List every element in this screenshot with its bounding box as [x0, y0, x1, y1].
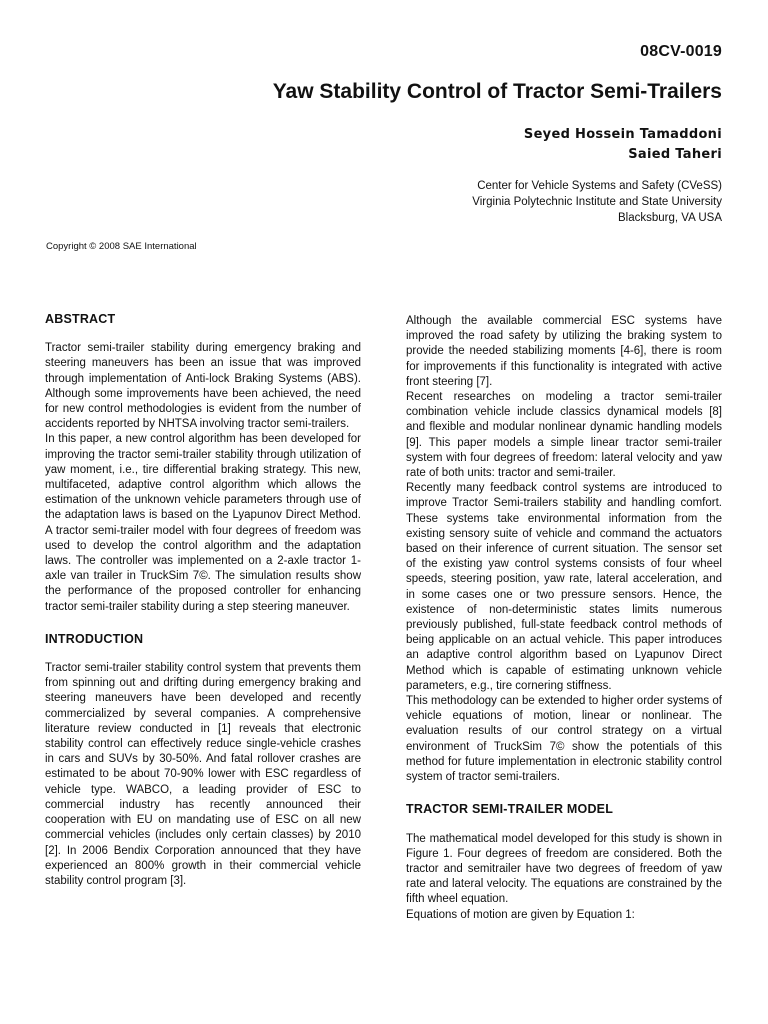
left-column — [45, 312, 361, 889]
abstract-paragraph: In this paper, a new control algorithm has been developed for improving the tractor semi-trailer stability through utilization of yaw moment, i.e., tire differential braking strategy. This new, multifaceted, adaptive control algorithm which allows the estimation of the unknown vehicle parameters through use of the adaptation laws is based on the Lyapunov Direct Method. A tractor semi-trailer model with four degrees of freedom was used to develop the control algorithm and the adaptation laws. The controller was implemented on a 2-axle tractor 1-axle van trailer in TruckSim 7©. The simulation results show the performance of the proposed controller for enhancing tractor semi-trailer stability during a step steering maneuver. — [45, 433, 361, 613]
abstract-heading: ABSTRACT — [45, 312, 116, 326]
model-paragraph: The mathematical model developed for this study is shown in Figure 1. Four degrees of freedom are considered. Both the tractor and semitrailer have two degrees of freedom of yaw rate and lateral velocity. The equations are constrained by the fifth wheel equation. — [406, 832, 722, 906]
paper-title: Yaw Stability Control of Tractor Semi-Trailers — [272, 80, 722, 103]
model-paragraph: Equations of motion are given by Equation 1: — [406, 908, 635, 921]
abstract-paragraph: Tractor semi-trailer stability during emergency braking and steering maneuvers has been an issue that was improved through implementation of Anti-lock Braking Systems (ABS). Although some improvements have been achieved, the need for new control methodologies is evident from the number of accidents reported by NHTSA involving tractor semi-trailers. — [45, 342, 361, 431]
model-heading: TRACTOR SEMI-TRAILER MODEL — [406, 802, 614, 817]
introduction-heading: INTRODUCTION — [45, 631, 144, 646]
body-paragraph: This methodology can be extended to higher order systems of vehicle equations of motion, linear or nonlinear. The evaluation results of our control strategy on a virtual environment of TruckSim 7© show the potentials of this method for future implementation in electronic stability control system of tractor semi-trailers. — [406, 695, 722, 784]
affiliation-line: Center for Vehicle Systems and Safety (CVeSS) — [477, 180, 722, 192]
author-name: Saied Taheri — [628, 147, 722, 162]
affiliation-line: Blacksburg, VA USA — [618, 212, 722, 224]
body-paragraph: Although the available commercial ESC systems have improved the road safety by utilizing the braking system to provide the needed stabilizing moments [4-6], there is room for improvements if this functionality is integrated with active front steering [7]. — [406, 315, 722, 388]
right-column — [406, 314, 722, 923]
introduction-paragraph: Tractor semi-trailer stability control system that prevents them from spinning out and drifting during emergency braking and steering maneuvers have been developed and recently commercialized by several companies. A comprehensive literature review conducted in [1] reveals that electronic stability control can effectively reduce single-vehicle crashes in cars and SUVs by 30-50%. And fatal rollover crashes are estimated to be about 70-90% lower with ESC regardless of vehicle type. WABCO, a leading provider of ESC to commercial industry has recently announced their cooperation with EU on mandating use of ESC on all new commercial vehicles (includes only certain classes) by 2010 [2]. In 2006 Bendix Corporation announced that they have experienced an 800% growth in their commercial vehicle stability control program [3]. — [45, 662, 361, 887]
author-name: Seyed Hossein Tamaddoni — [523, 127, 722, 142]
paper-id: 08CV-0019 — [640, 43, 722, 60]
body-paragraph: Recent researches on modeling a tractor semi-trailer combination vehicle include classics dynamical models [8] and flexible and modular nonlinear dynamic handling models [9]. This paper models a simple linear tractor semi-trailer system with four degrees of freedom: lateral velocity and yaw rate of both units: tractor and semi-trailer. — [406, 391, 722, 480]
body-paragraph: Recently many feedback control systems are introduced to improve Tractor Semi-trailers stability and handling comfort. These systems take environmental information from the existing sensory suite of vehicle and command the actuators based on their inference of current situation. The sensor set of the existing yaw control systems consists of four wheel speeds, steering position, yaw rate, lateral acceleration, and in some cases one or two pressure sensors. Hence, the existence of non-deterministic states limits numerous previously published, full-state feedback control methods of being applicable on an actual vehicle. This paper introduces an adaptive control algorithm based on Lyapunov Direct Method which is capable of estimating unknown vehicle parameters, e.g., tire cornering stiffness. — [406, 482, 722, 692]
affiliation-line: Virginia Polytechnic Institute and State University — [472, 196, 722, 208]
copyright-notice: Copyright © 2008 SAE International — [46, 241, 197, 252]
